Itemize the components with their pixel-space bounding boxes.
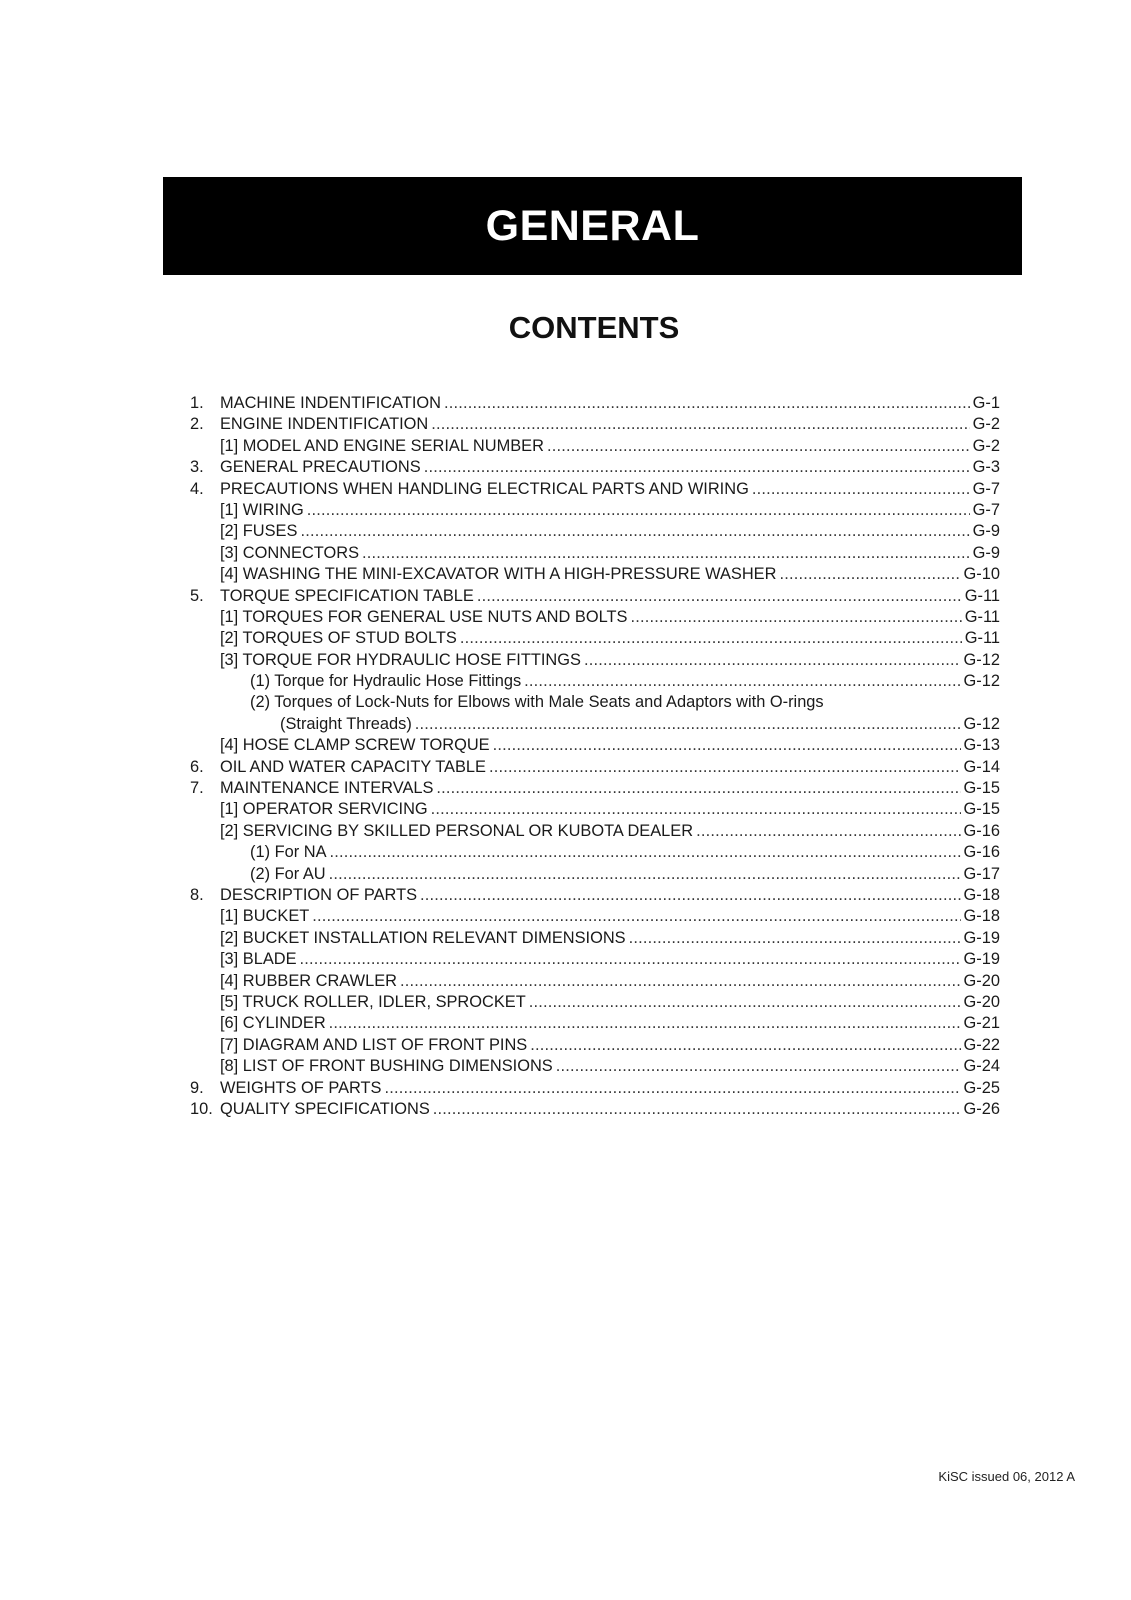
toc-entry-line: [250, 671, 1000, 692]
toc-entry-line: [220, 949, 1000, 970]
toc-entry-line: [220, 650, 1000, 671]
toc-dot-leader: [431, 414, 969, 435]
toc-entry-page: G-19: [963, 928, 1000, 947]
toc-entry-line: [220, 821, 1000, 842]
toc-entry-page: G-2: [972, 415, 1000, 434]
toc-entry[interactable]: [190, 1056, 1000, 1077]
toc-entry[interactable]: [190, 735, 1000, 756]
toc-dot-leader: [629, 928, 961, 949]
toc-entry-page: G-11: [964, 586, 1000, 605]
toc-entry-line: [220, 414, 1000, 435]
toc-entry-label: (Straight Threads): [280, 714, 412, 733]
toc-entry[interactable]: [190, 864, 1000, 885]
toc-entry-page: G-11: [964, 607, 1000, 626]
toc-entry-number: 1.: [190, 394, 204, 412]
toc-dot-leader: [329, 1013, 961, 1034]
toc-entry-label: PRECAUTIONS WHEN HANDLING ELECTRICAL PARTS AND WIRING: [220, 479, 749, 498]
toc-dot-leader: [524, 671, 960, 692]
toc-entry[interactable]: [190, 650, 1000, 671]
toc-entry-label: [3] TORQUE FOR HYDRAULIC HOSE FITTINGS: [220, 650, 581, 669]
toc-dot-leader: [547, 436, 970, 457]
toc-dot-leader: [556, 1056, 961, 1077]
toc-entry-line: [250, 864, 1000, 885]
toc-entry-number: 8.: [190, 885, 204, 904]
toc-dot-leader: [431, 799, 961, 820]
toc-dot-leader: [444, 393, 970, 414]
toc-entry-line: [220, 436, 1000, 457]
toc-entry[interactable]: [190, 543, 1000, 564]
toc-dot-leader: [779, 564, 960, 585]
toc-entry-page: G-12: [963, 714, 1000, 733]
toc-entry-line: [220, 607, 1000, 628]
toc-entry-line: [220, 393, 1000, 414]
toc-entry-page: G-14: [963, 757, 1000, 776]
toc-entry-page: G-26: [963, 1099, 1000, 1118]
toc-entry-page: G-7: [972, 479, 1000, 498]
toc-entry-page: G-15: [963, 779, 1000, 798]
toc-entry-label: [4] WASHING THE MINI-EXCAVATOR WITH A HIGH-PRESSURE WASHER: [220, 565, 777, 584]
toc-dot-leader: [530, 1035, 960, 1056]
toc-entry-page: G-11: [964, 629, 1000, 648]
toc-entry[interactable]: [190, 778, 1000, 799]
toc-entry-line: [220, 500, 1000, 521]
toc-entry-line: [220, 928, 1000, 949]
toc-entry-label: [1] MODEL AND ENGINE SERIAL NUMBER: [220, 436, 544, 455]
toc-dot-leader: [477, 586, 962, 607]
toc-entry-line: [220, 457, 1000, 478]
toc-dot-leader: [489, 757, 961, 778]
toc-dot-leader: [362, 543, 970, 564]
toc-dot-leader: [424, 457, 970, 478]
toc-entry[interactable]: [190, 949, 1000, 970]
toc-entry[interactable]: [190, 436, 1000, 457]
toc-entry-line: [220, 1056, 1000, 1077]
toc-entry[interactable]: [190, 414, 1000, 435]
toc-dot-leader: [493, 735, 961, 756]
toc-entry-page: G-13: [963, 736, 1000, 755]
toc-entry[interactable]: [190, 906, 1000, 927]
toc-dot-leader: [329, 864, 961, 885]
toc-entry[interactable]: [190, 457, 1000, 478]
toc-entry-number: 2.: [190, 415, 204, 434]
toc-entry-line: [220, 1078, 1000, 1099]
toc-entry-page: G-1: [972, 394, 1000, 412]
toc-entry-page: G-12: [963, 650, 1000, 669]
toc-dot-leader: [307, 500, 970, 521]
toc-dot-leader: [400, 971, 961, 992]
toc-entry-page: G-25: [963, 1078, 1000, 1097]
toc-entry-page: G-18: [963, 885, 1000, 904]
toc-entry-label: [3] CONNECTORS: [220, 543, 360, 562]
toc-entry-line: [220, 757, 1000, 778]
toc-entry-label: (2) Torques of Lock-Nuts for Elbows with Male Seats and Adaptors with O-rings: [250, 693, 824, 712]
toc-entry-page: G-3: [972, 458, 1000, 477]
toc-entry-label: [2] FUSES: [220, 522, 298, 541]
toc-dot-leader: [630, 607, 961, 628]
toc-entry-label: [8] LIST OF FRONT BUSHING DIMENSIONS: [220, 1057, 553, 1076]
toc-entry-line: [220, 992, 1000, 1013]
toc-entry-label: (1) For NA: [250, 843, 327, 862]
toc-entry[interactable]: [190, 393, 1000, 414]
toc-entry-page: G-16: [963, 843, 1000, 862]
toc-entry[interactable]: [190, 692, 1000, 713]
toc-entry-line: [220, 1035, 1000, 1056]
toc-entry-line: [220, 521, 1000, 542]
toc-dot-leader: [300, 521, 969, 542]
toc-entry[interactable]: [190, 714, 1000, 735]
toc-entry-line: [220, 628, 1000, 649]
toc-entry-page: G-19: [963, 950, 1000, 969]
toc-entry-label: GENERAL PRECAUTIONS: [220, 458, 421, 477]
toc-entry-page: G-16: [963, 821, 1000, 840]
issue-footer: KiSC issued 06, 2012 A: [938, 1469, 1075, 1484]
toc-entry-label: [4] HOSE CLAMP SCREW TORQUE: [220, 736, 490, 755]
toc-entry-number: 6.: [190, 757, 204, 776]
toc-entry-page: G-20: [963, 971, 1000, 990]
toc-entry-line: [250, 692, 824, 713]
toc-entry[interactable]: [190, 500, 1000, 521]
toc-dot-leader: [312, 906, 960, 927]
toc-entry[interactable]: [190, 971, 1000, 992]
toc-entry-page: G-10: [963, 565, 1000, 584]
toc-entry-page: G-20: [963, 992, 1000, 1011]
toc-entry-page: G-18: [963, 907, 1000, 926]
toc-entry-label: (2) For AU: [250, 864, 326, 883]
toc-dot-leader: [436, 778, 960, 799]
toc-entry-line: [220, 735, 1000, 756]
toc-entry[interactable]: [190, 928, 1000, 949]
toc-entry-label: [2] SERVICING BY SKILLED PERSONAL OR KUBOTA DEALER: [220, 821, 694, 840]
toc-entry-number: 7.: [190, 779, 204, 798]
toc-entry-page: G-2: [972, 436, 1000, 455]
table-of-contents: [190, 393, 1000, 1120]
toc-dot-leader: [752, 479, 970, 500]
toc-entry-page: G-24: [963, 1057, 1000, 1076]
toc-entry-number: 5.: [190, 586, 204, 605]
toc-entry-label: [4] RUBBER CRAWLER: [220, 971, 397, 990]
toc-entry-line: [220, 1013, 1000, 1034]
toc-entry[interactable]: [190, 671, 1000, 692]
toc-entry-label: DESCRIPTION OF PARTS: [220, 885, 418, 904]
toc-entry-line: [250, 842, 1000, 863]
toc-dot-leader: [433, 1099, 961, 1120]
toc-entry[interactable]: [190, 885, 1000, 906]
toc-entry-line: [220, 885, 1000, 906]
toc-entry-page: G-9: [972, 522, 1000, 541]
toc-entry[interactable]: [190, 1078, 1000, 1099]
toc-dot-leader: [529, 992, 961, 1013]
toc-entry-page: G-21: [963, 1014, 1000, 1033]
section-banner: [163, 177, 1022, 275]
toc-entry-line: [220, 778, 1000, 799]
toc-entry-line: [280, 714, 1000, 735]
toc-dot-leader: [584, 650, 961, 671]
toc-entry[interactable]: [190, 1035, 1000, 1056]
toc-dot-leader: [420, 885, 961, 906]
toc-entry-number: 9.: [190, 1078, 204, 1097]
toc-dot-leader: [330, 842, 961, 863]
toc-entry-page: G-9: [972, 543, 1000, 562]
toc-entry[interactable]: [190, 821, 1000, 842]
toc-entry[interactable]: [190, 842, 1000, 863]
toc-entry-label: QUALITY SPECIFICATIONS: [220, 1099, 430, 1118]
toc-dot-leader: [300, 949, 961, 970]
toc-entry-label: [1] OPERATOR SERVICING: [220, 800, 428, 819]
toc-entry-label: [6] CYLINDER: [220, 1014, 326, 1033]
toc-entry[interactable]: [190, 799, 1000, 820]
toc-entry-page: G-17: [963, 864, 1000, 883]
toc-entry-line: [220, 479, 1000, 500]
toc-entry[interactable]: [190, 586, 1000, 607]
toc-entry-label: MACHINE INDENTIFICATION: [220, 394, 441, 412]
toc-entry-label: [1] WIRING: [220, 500, 304, 519]
toc-entry[interactable]: [190, 1013, 1000, 1034]
toc-entry-label: OIL AND WATER CAPACITY TABLE: [220, 757, 486, 776]
toc-entry-label: TORQUE SPECIFICATION TABLE: [220, 586, 474, 605]
toc-entry-line: [220, 906, 1000, 927]
toc-entry-number: 4.: [190, 479, 204, 498]
toc-entry[interactable]: [190, 992, 1000, 1013]
toc-entry-label: [7] DIAGRAM AND LIST OF FRONT PINS: [220, 1035, 528, 1054]
section-title: GENERAL: [485, 201, 700, 250]
contents-heading: CONTENTS: [508, 310, 680, 345]
toc-entry-label: [2] BUCKET INSTALLATION RELEVANT DIMENSIONS: [220, 928, 626, 947]
toc-entry[interactable]: [190, 564, 1000, 585]
toc-entry-label: MAINTENANCE INTERVALS: [220, 779, 434, 798]
toc-entry-label: ENGINE INDENTIFICATION: [220, 415, 429, 434]
toc-entry-label: [1] TORQUES FOR GENERAL USE NUTS AND BOLTS: [220, 607, 628, 626]
toc-entry-page: G-15: [963, 800, 1000, 819]
toc-entry[interactable]: [190, 607, 1000, 628]
toc-entry-line: [220, 971, 1000, 992]
toc-entry-page: G-7: [972, 500, 1000, 519]
toc-entry-label: [5] TRUCK ROLLER, IDLER, SPROCKET: [220, 992, 526, 1011]
toc-entry-label: [1] BUCKET: [220, 907, 310, 926]
toc-entry[interactable]: [190, 521, 1000, 542]
toc-entry[interactable]: [190, 1099, 1000, 1120]
toc-dot-leader: [385, 1078, 961, 1099]
toc-entry-label: WEIGHTS OF PARTS: [220, 1078, 382, 1097]
toc-entry-number: 10.: [190, 1099, 213, 1118]
toc-entry-line: [220, 564, 1000, 585]
toc-entry-label: (1) Torque for Hydraulic Hose Fittings: [250, 672, 522, 691]
toc-dot-leader: [460, 628, 962, 649]
toc-entry-line: [220, 586, 1000, 607]
toc-entry-label: [3] BLADE: [220, 950, 297, 969]
toc-entry-line: [220, 799, 1000, 820]
toc-entry-page: G-12: [963, 672, 1000, 691]
toc-entry-line: [220, 1099, 1000, 1120]
toc-entry-line: [220, 543, 1000, 564]
toc-entry[interactable]: [190, 757, 1000, 778]
toc-entry-number: 3.: [190, 458, 204, 477]
toc-dot-leader: [696, 821, 960, 842]
toc-entry[interactable]: [190, 628, 1000, 649]
toc-entry[interactable]: [190, 479, 1000, 500]
toc-entry-page: G-22: [963, 1035, 1000, 1054]
toc-entry-label: [2] TORQUES OF STUD BOLTS: [220, 629, 457, 648]
toc-dot-leader: [415, 714, 961, 735]
